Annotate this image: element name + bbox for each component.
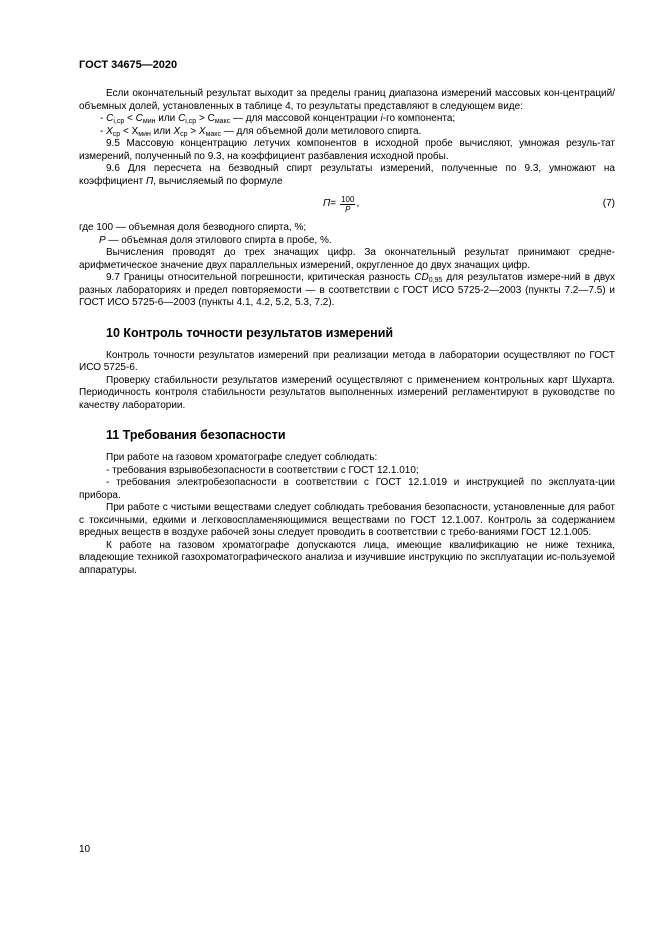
formula-equals: = bbox=[330, 198, 337, 210]
section-11-bullet-2: - требования электробезопасности в соответствии с ГОСТ 12.1.019 и инструкцией по эксплуата-ции прибора. bbox=[79, 477, 615, 501]
condition-volume-fraction: - $X_{cp} < X_{мин}$ или $X_{cp} > X_{макс}$ — для объемной доли метилового спирта. bbox=[100, 125, 422, 138]
section-10-paragraph-1: Контроль точности результатов измерений при реализации метода в лаборатории осуществляют по ГОСТ ИСО 5725-6. bbox=[79, 349, 615, 373]
paragraph-9-7: 9.7 Границы относительной погрешности, критическая разность $CD_{0,95}$ для результатов измере-ний в двух разных лабораториях и предел повторяемости — в соответствии с ГОСТ ИСО 5725-2—2003 (пункты 7.2—7.5) и ГОСТ ИСО 5725-6—2003 (пункты 4.1, 4.2, 5.2, 5.3, 7.2). bbox=[79, 272, 616, 308]
document-header bbox=[79, 59, 177, 71]
where-line-1: где 100 — объемная доля безводного спирта, %; bbox=[79, 222, 307, 233]
formula-numerator: 100 bbox=[341, 195, 355, 204]
formula-expression bbox=[323, 195, 359, 214]
intro-paragraph: Если окончательный результат выходит за пределы границ диапазона измерений массовых кон-центраций/объемных долей, установленных в таблице 4, то результаты представляют в следующем виде: bbox=[79, 88, 615, 112]
formula-denominator: P bbox=[345, 205, 351, 214]
paragraph-calculations: Вычисления проводят до трех значащих цифр. За окончательный результат принимают средне-арифметическое значение двух параллельных измерений, округленное до двух значащих цифр. bbox=[79, 247, 615, 271]
paragraph-9-5: 9.5 Массовую концентрацию летучих компонентов в исходной пробе вычисляют, умножая резуль-тат измерений, полученный по 9.3, на коэффициент разбавления исходной пробы. bbox=[79, 138, 615, 162]
formula-fraction bbox=[340, 195, 355, 214]
section-11-paragraph-3: К работе на газовом хроматографе допускаются лица, имеющие квалификацию не ниже техника, владеющие техникой газохроматографического анализа и изучившие инструкцию по эксплуатации ис-пользуемой аппаратуры. bbox=[79, 539, 615, 576]
page-number: 10 bbox=[79, 844, 91, 855]
section-11-bullet-1: - требования взрывобезопасности в соответствии с ГОСТ 12.1.010; bbox=[106, 464, 419, 476]
formula-comma: , bbox=[356, 198, 360, 210]
condition-mass-concentration: - $C_{i,cp} < C_{мин}$ или $C_{i,cp} > C_{макс}$ — для массовой концентрации i-го компонента; bbox=[100, 113, 456, 125]
where-line-2: P — объемная доля этилового спирта в пробе, %. bbox=[99, 234, 332, 246]
page-body bbox=[79, 88, 615, 577]
paragraph-9-6: 9.6 Для пересчета на безводный спирт результаты измерений, полученные по 9.3, умножают на коэффициент П, вычисляемый по формуле bbox=[79, 163, 615, 187]
section-11-heading: 11 Требования безопасности bbox=[106, 428, 286, 442]
section-10-heading: 10 Контроль точности результатов измерений bbox=[106, 325, 394, 340]
formula-7 bbox=[79, 194, 615, 218]
standard-code: ГОСТ 34675—2020 bbox=[79, 59, 178, 71]
section-11-paragraph-1: При работе на газовом хроматографе следует соблюдать: bbox=[106, 452, 378, 463]
section-11-paragraph-2: При работе с чистыми веществами следует соблюдать требования безопасности, установленные для работ с токсичными, едкими и легковоспламеняющимися веществами по ГОСТ 12.1.007. Контроль за содержанием вредных веществ в воздухе рабочей зоны следует проводить в соответствии с требо-ваниями ГОСТ 12.1.005. bbox=[79, 502, 615, 538]
section-10-paragraph-2: Проверку стабильности результатов измерений осуществляют с применением контрольных карт Шухарта. Периодичность контроля стабильности результатов выполненных измерений регламентируют в руководстве по качеству лаборатории. bbox=[79, 374, 615, 411]
formula-lhs: П bbox=[323, 198, 331, 210]
equation-number: (7) bbox=[602, 198, 615, 209]
